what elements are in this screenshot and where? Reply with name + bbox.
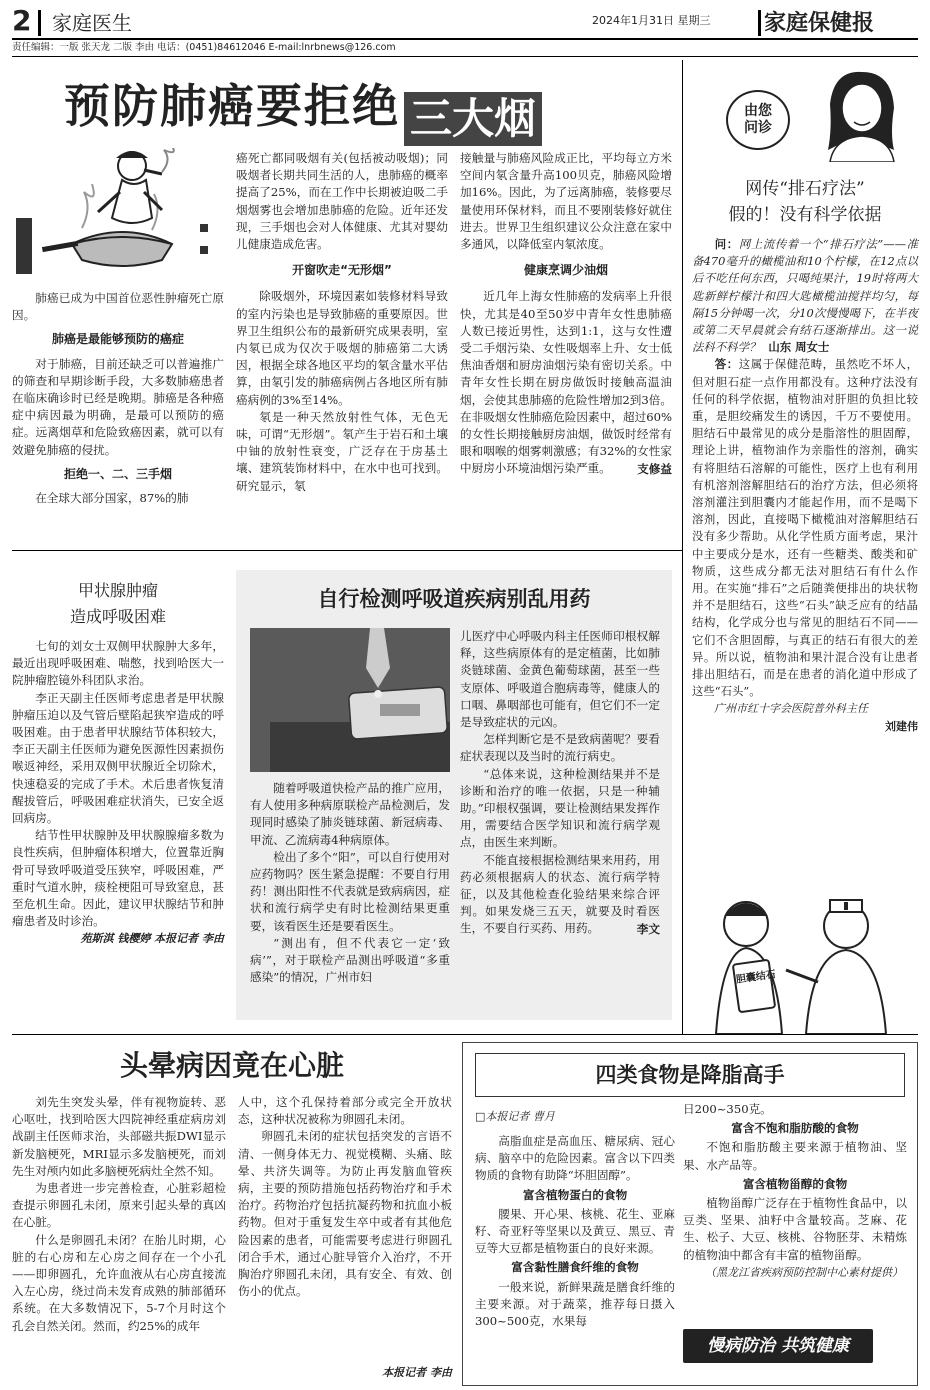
lung-author: 支修益 [637,461,672,476]
ask-tag [726,90,790,150]
doctor-portrait-icon [810,64,910,162]
header [12,4,918,38]
lung-subheading: 拒绝一、二、三手烟 [63,466,172,481]
dizzy-paragraph: 什么是卵圆孔未闭？在胎儿时期，心脏的右心房和左心房之间存在一个小孔——即卵圆孔，允许血液从右心房直接流入左心房，绕过尚未发育成熟的肺部循环系统。在大多数情况下，5-7个月时这个孔会自然关闭。然而，约25%的成年 [12,1232,226,1333]
page-number: 2 [12,4,32,37]
smoking-cook-illustration [12,148,227,286]
sig-name: 刘建伟 [885,719,918,733]
lipid-subheading: 富含不饱和脂肪酸的食物 [731,1121,859,1136]
selftest-paragraph: 随着呼吸道快检产品的推广应用，有人使用多种病原联检产品检测后，发现同时感染了肺炎链球菌、新冠病毒、甲流、乙流病毒4种病原体。 [250,781,450,847]
headline-accent: 三大烟 [404,92,542,146]
article-self-test [236,570,672,1020]
lipid-title: 四类食物是降脂高手 [595,1062,785,1087]
question-text: 网上流传着一个“排石疗法”——准备470毫升的橄榄油和10个柠檬，在12点以后不吃任何东西，只喝纯果汁，19时将两大匙新鲜柠檬汁和四大匙橄榄油搅拌均匀，每隔15分钟喝一次，分10次慢慢喝下，在半夜或第二天早晨就会有结石逐渐排出。这一说法科不科学？ [692,237,918,355]
dizzy-column-2 [238,1094,452,1300]
thyroid-title-line1: 甲状腺肿瘤 [77,581,158,600]
test-kit-photo [250,628,450,772]
lipid-column-2 [683,1101,907,1281]
paper-name: 家庭保健报 [764,10,875,36]
dizzy-paragraph: 人中，这个孔保持着部分或完全开放状态，这种状况被称为卵圆孔未闭。 [238,1095,452,1127]
headline [64,76,542,143]
qa-title-line1: 网传“排石疗法” [745,179,865,199]
selftest-paragraph: 不能直接根据检测结果来用药，用药必须根据病人的状态、流行病学特征，以及其他检查化验结果来综合评判。如果发烧三五天，就要及时看医生，不要自行买药、用药。 [460,852,660,936]
selftest-author: 李文 [636,921,660,936]
lipid-byline: □本报记者 曹月 [475,1110,555,1123]
qa-column [692,60,918,1035]
dizzy-paragraph: 卵圆孔未闭的症状包括突发的言语不清、一侧身体无力、视觉模糊、头痛、眩晕、共济失调等。为防止再发脑血管疾病，主要的预防措施包括药物治疗和手术治疗。药物治疗包括抗凝药物和抗血小板药物。但对于重复发生卒中或者有其他危险因素的患者，可能需要考虑进行卵圆孔闭合手术，通过心脏导管介入治疗，不开胸治疗卵圆孔未闭，具有安全、有效、创伤小的优点。 [238,1129,452,1299]
dizzy-signature: 本报记者 李由 [382,1366,452,1379]
gallstone-cartoon [696,886,916,1034]
article-lipid [462,1042,918,1386]
lipid-paragraph: 腰果、开心果、核桃、花生、亚麻籽、奇亚籽等坚果以及黄豆、黑豆、青豆等大豆都是植物蛋白的良好来源。 [475,1206,675,1256]
lung-paragraph: 氡是一种天然放射性气体，无色无味，可谓“无形烟”。氡产生于岩石和土壤中铀的放射性衰变，广泛存在于房基土壤、建筑装饰材料中，在水中也可找到。研究显示，氡 [236,409,448,493]
lipid-paragraph: 一般来说，新鲜果蔬是膳食纤维的主要来源。对于蔬菜，推荐每日摄入300~500克，水果每 [475,1279,675,1329]
lipid-column-1 [475,1107,675,1330]
lung-paragraph: 肺癌已成为中国首位恶性肿瘤死亡原因。 [12,291,224,323]
lung-subheading: 肺癌是最能够预防的癌症 [51,332,184,347]
banner-text: 慢病防治 共筑健康 [707,1336,849,1356]
lung-paragraph: 对于肺癌，目前还缺乏可以普遍推广的筛查和早期诊断手段，大多数肺癌患者在临床确诊时已经是晚期。肺癌是各种癌症中病因最为明确，是最可以预防的癌症。远离烟草和危险致癌因素，就可以有效避免肺癌的侵扰。 [12,356,224,457]
qa-question [692,236,918,356]
thyroid-paragraph: 李正天副主任医师考虑患者是甲状腺肿瘤压迫以及气管后壁陷起狭窄造成的呼吸困难。由于患者甲状腺结节体积较大，李正天副主任医师为避免医源性因素损伤喉返神经，采用双侧甲状腺近全切除术，快速稳妥的完成了手术。术后患者恢复清醒拔管后，呼吸困难症状消失，已安全返回病房。 [12,690,224,826]
lung-paragraph: 癌死亡都同吸烟有关(包括被动吸烟)；同吸烟者长期共同生活的人，患肺癌的概率提高了25%，而在工作中长期被迫吸二手烟烟雾也会增加患肺癌的危险。近年还发现，三手烟也会对人体健康、尤其对婴幼儿健康造成危害。 [236,151,448,252]
article-dizziness [12,1036,452,1386]
editor-line: 责任编辑：一版 张天龙 二版 李由 电话：(0451)84612046 E-mail:lnrbnews@126.com [12,42,396,53]
lipid-paragraph: 日200~350克。 [683,1102,772,1116]
dizzy-column-1 [12,1094,226,1335]
thyroid-paragraph: 七旬的刘女士双侧甲状腺肿大多年，最近出现呼吸困难、喘憋，找到哈医大一院肿瘤腔镜外科团队求治。 [12,639,224,688]
qa-body [692,236,918,735]
asker: 山东 周女士 [768,340,830,355]
thyroid-signature: 苑斯淇 钱樱婷 本报记者 李由 [80,932,224,946]
thyroid-title [12,578,224,630]
answer-text: 这属于保健范畴，虽然吃不坏人，但对胆石症一点作用都没有。这种疗法没有任何的科学依据，植物油对肝胆的负担比较重，是胆绞痛发生的诱因，千万不要使用。胆结石中最常见的成分是脂溶性的胆固醇，理论上讲，植物油作为亲脂性的溶剂，确实有将胆结石溶解的可能性，医疗上也有利用有机溶剂溶解胆结石的治疗方法，但必须将溶剂灌注到胆囊内才能起作用，而不是喝下溶剂，因此，直接喝下橄榄油对溶解胆结石没有多少帮助。从化学性质方面考虑，果汁中主要成分是水，还有一些糖类、酸类和矿物质，这些成分都无法对胆结石有什么作用。在实施“排石”之后随粪便排出的块状物并不是胆结石，这些“石头”缺乏应有的结晶结构，化学成分也与常见的胆结石不同——它们不含胆固醇，与真正的结石有很大的差异。所以说，植物油和果汁混合没有让患者排出胆结石，而是在患者的消化道中形成了这些“石头”。 [692,357,918,699]
selftest-left-column [250,780,450,986]
dizzy-paragraph: 刘先生突发头晕，伴有视物旋转、恶心呕吐，找到哈医大四院神经重症病房刘战副主任医师求治，头部磁共振DWI显示新发脑梗死，MRI显示多发脑梗死，而刘先生对颅内如此多脑梗死病灶全然不知。 [12,1095,226,1178]
selftest-paragraph: 怎样判断它是不是致病菌呢？要看症状表现以及当时的流行病史。 [460,732,660,764]
issue-date: 2024年1月31日 星期三 [592,14,711,27]
qa-title-line2: 假的！没有科学依据 [728,205,882,225]
lung-paragraph: 在全球大部分国家，87%的肺 [35,491,189,506]
lung-column-1 [12,290,224,507]
lung-subheading: 开窗吹走“无形烟” [292,263,392,278]
lipid-title-box [475,1053,905,1097]
lung-paragraph: 近几年上海女性肺癌的发病率上升很快，尤其是40至50岁中青年女性患肺癌人数已接近男性，达到1:1，这与女性遭受二手烟污染、女性吸烟率上升、女士低焦油香烟和厨房油烟污染有密切关系。中青年女性长期在厨房做饭时接触高温油烟，会使其患肺癌的危险性增加2到3倍。在非吸烟女性肺癌危险因素中，超过60%的女性长期接触厨房油烟，做饭时经常有眼和咽喉的烟雾刺激感；有32%的女性家中厨房小环境油烟污染严重。 [460,289,672,476]
cartoon-sign-text: 胆囊结石 [735,969,777,986]
lung-paragraph: 接触量与肺癌风险成正比，平均每立方米空间内氡含量升高100贝克，肺癌风险增加16%。因此，为了远离肺癌，装修要尽量使用环保材料，而且不要刚装修好就住进去。世界卫生组织建议公众注意在家中多通风，以降低室内氡浓度。 [460,151,672,252]
qa-answer [692,356,918,700]
a-label: 答： [714,357,739,372]
q-label: 问： [714,237,739,251]
lung-column-3 [460,150,672,478]
selftest-paragraph: “总体来说，这种检测结果并不是诊断和治疗的唯一依据，只是一种辅助。”印根权强调，要让检测结果发挥作用，需要结合医学知识和流行病学观点，由医生来判断。 [460,766,660,850]
selftest-right-column [460,628,660,938]
lipid-source: （黑龙江省疾病预防控制中心素材提供） [705,1265,903,1279]
lung-column-2 [236,150,448,495]
article-thyroid [12,556,224,1026]
lung-paragraph: 除吸烟外，环境因素如装修材料导致的室内污染也是导致肺癌的重要原因。世界卫生组织公布的最新研究成果表明，室内氡已成为仅次于吸烟的肺癌第二大诱因，根据全球各地区平均的氡含量水平估算，由氡引发的肺癌病例占各地区所有肺癌病例的3%至14%。 [236,289,448,407]
dizzy-paragraph: 为患者进一步完善检查，心脏彩超检查提示卵圆孔未闭，原来引起头晕的真凶在心脏。 [12,1181,226,1230]
thyroid-paragraph: 结节性甲状腺肿及甲状腺腺瘤多数为良性疾病，但肿瘤体积增大，位置靠近胸骨可导致呼吸道受压狭窄，呼吸困难，严重时气道水肿，痰栓梗阻可导致窒息，甚至危机生命。因此，建议甲状腺结节和肿瘤患者及时诊治。 [12,828,224,929]
lipid-paragraph: 植物甾醇广泛存在于植物性食品中，以豆类、坚果、油籽中含量较高。芝麻、花生、松子、大豆、核桃、谷物胚芽、未精炼的植物油中都含有丰富的植物甾醇。 [683,1196,907,1262]
selftest-paragraph: 儿医疗中心呼吸内科主任医师印根权解释，这些病原体有的是定植菌，比如肺炎链球菌、金黄色葡萄球菌，甚至一些支原体、呼吸道合胞病毒等，健康人的口咽、鼻咽部也可能有，但它们不一定是导致症状的元凶。 [460,629,660,730]
lipid-subheading: 富含黏性膳食纤维的食物 [511,1260,639,1275]
selftest-paragraph: “测出有，但不代表它一定‘致病’”，对于联检产品测出呼吸道“多重感染”的情况，广州市妇 [250,935,450,985]
headline-main: 预防肺癌要拒绝 [64,79,400,133]
lipid-intro: 高脂血症是高血压、糖尿病、冠心病、脑卒中的危险因素。富含以下四类物质的食物有助降“坏胆固醇”。 [475,1134,675,1183]
qa-signature [692,700,918,733]
dizzy-title: 头晕病因竟在心脏 [119,1049,344,1082]
section-name: 家庭医生 [52,11,132,35]
ask-tag-text: 由您问诊 [744,103,772,136]
lung-subheading: 健康烹调少油烟 [523,263,608,278]
qa-title [692,176,918,228]
selftest-title: 自行检测呼吸道疾病别乱用药 [317,586,591,611]
selftest-paragraph: 检出了多个“阳”，可以自行使用对应药物吗？医生紧急提醒：不要自行用药！测出阳性不代表就是致病病因，症状和流行病学史有时比检测结果更重要，该看医生还是要看医生。 [250,849,450,933]
lipid-paragraph: 不饱和脂肪酸主要来源于植物油、坚果、水产品等。 [683,1140,907,1172]
chronic-disease-banner [683,1329,873,1363]
article-lung-cancer [12,58,682,548]
lipid-subheading: 富含植物甾醇的食物 [742,1176,848,1191]
lipid-subheading: 富含植物蛋白的食物 [522,1187,628,1202]
sig-org: 广州市红十字会医院普外科主任 [714,702,868,716]
thyroid-title-line2: 造成呼吸困难 [69,607,166,626]
